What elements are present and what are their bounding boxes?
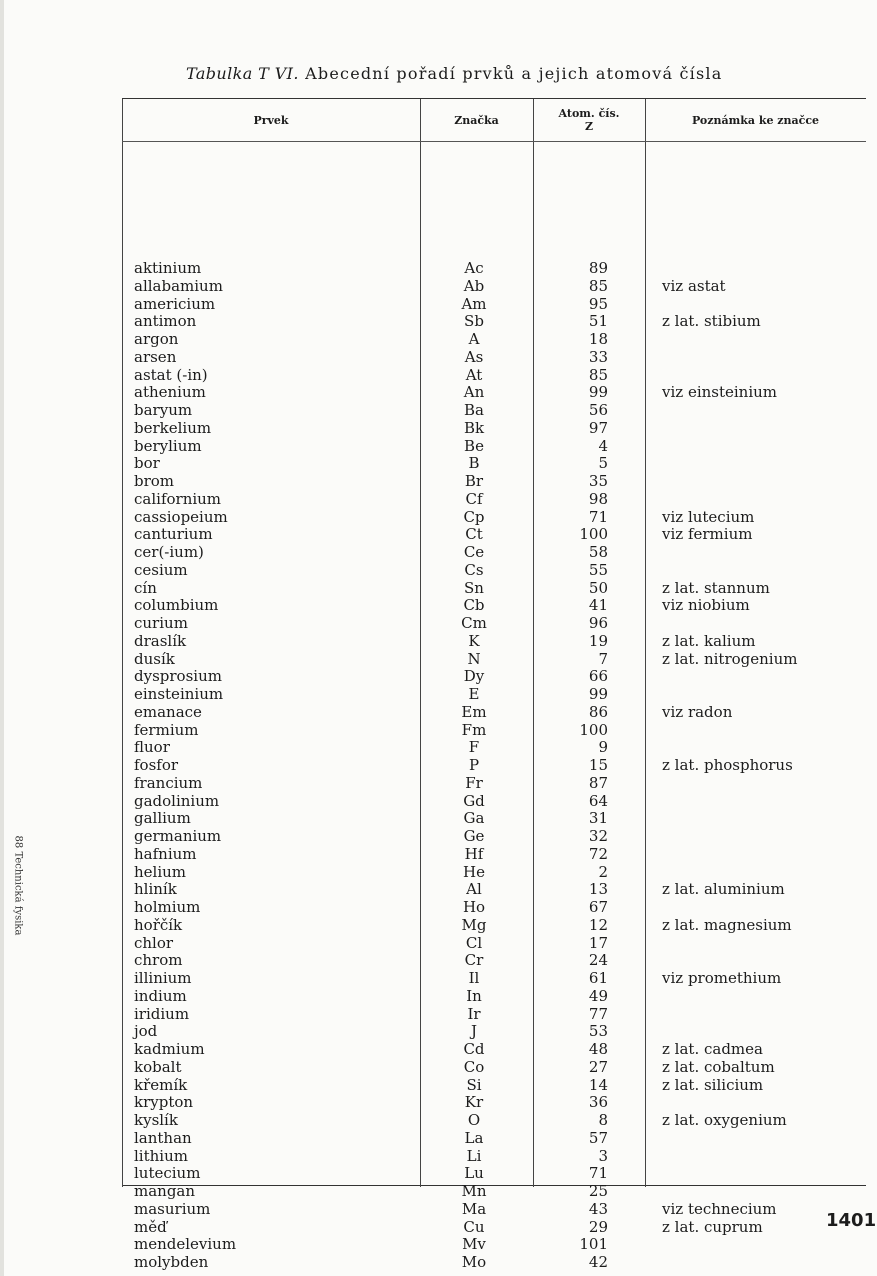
table-row [122,1254,866,1272]
table-row [122,1219,866,1237]
table-row [122,1148,866,1166]
element-note: z lat. nitrogenium [662,649,798,668]
table-row [122,952,866,970]
table-row [122,1236,866,1254]
element-name: berkelium [134,418,212,437]
element-name: argon [134,330,179,348]
element-name: jod [134,1022,158,1041]
element-symbol: Dy [463,667,485,686]
element-note: viz promethium [662,969,782,987]
element-note: viz astat [662,276,726,295]
element-symbol: As [464,347,484,366]
atomic-number: 50 [588,578,608,597]
element-symbol: Fr [465,773,483,792]
element-name: chrom [134,951,183,970]
page-number: 1401 [826,1210,877,1231]
atomic-number: 51 [588,312,608,331]
element-note: z lat. cuprum [662,1217,763,1236]
atomic-number: 18 [588,330,608,348]
element-symbol: N [467,649,481,668]
element-symbol: Ge [463,827,485,845]
table-row [122,1059,866,1077]
table-row [122,1041,866,1059]
table-row [122,367,866,385]
atomic-number: 2 [598,862,608,881]
element-name: arsen [134,347,177,366]
element-symbol: In [466,986,482,1005]
table-row [122,562,866,580]
element-name: holmium [134,898,201,916]
element-name: krypton [134,1093,194,1112]
atomic-number: 8 [598,1111,608,1129]
caption-text: Abecední pořadí prvků a jejich atomová čísla [305,64,723,83]
atomic-number: 49 [588,986,608,1005]
header-note-label: Poznámka ke značce [691,113,820,127]
table-row [122,509,866,527]
element-note: viz lutecium [662,507,755,526]
element-symbol: Ce [463,543,485,561]
element-name: americium [134,294,216,313]
element-symbol: Em [461,702,487,721]
atomic-number: 35 [588,472,608,490]
element-name: bor [134,454,160,473]
atomic-number: 89 [588,259,608,277]
element-name: křemík [134,1075,188,1094]
element-name: cassiopeium [134,507,228,526]
table-body [122,260,866,1272]
element-symbol: Cb [463,596,485,615]
element-name: dusík [134,649,175,668]
atomic-number: 48 [588,1040,608,1058]
table-row [122,313,866,331]
element-note: z lat. magnesium [662,915,792,934]
table-row [122,988,866,1006]
element-symbol: Cs [464,560,484,579]
atomic-number: 53 [588,1022,608,1041]
table-row [122,651,866,669]
atomic-number: 85 [588,365,608,384]
table-row [122,1165,866,1183]
element-name: hliník [134,880,177,899]
atomic-number: 85 [588,276,608,295]
element-name: germanium [134,827,222,845]
atomic-number: 86 [588,702,608,721]
table-row [122,597,866,615]
element-symbol: Ct [465,525,483,544]
element-symbol: B [468,454,480,473]
table-row [122,881,866,899]
element-symbol: Br [464,472,484,490]
table-row [122,864,866,882]
element-name: draslík [134,631,187,650]
element-name: gallium [134,809,191,828]
element-symbol: Ga [463,809,485,828]
table-row [122,828,866,846]
element-symbol: At [465,365,483,384]
element-name: cer(-ium) [134,543,204,561]
atomic-number: 32 [588,827,608,845]
atomic-number: 43 [588,1199,608,1218]
table-row [122,775,866,793]
atomic-number: 95 [588,294,608,313]
atomic-number: 14 [588,1075,608,1094]
atomic-number: 58 [588,543,608,561]
atomic-number: 100 [579,720,608,739]
element-symbol: Ab [463,276,485,295]
table-row [122,668,866,686]
element-symbol: Fm [461,720,487,739]
element-symbol: Ba [464,401,484,419]
atomic-number: 66 [588,667,608,686]
header-name [122,99,420,141]
table-row [122,899,866,917]
atomic-number: 55 [588,560,608,579]
element-note: z lat. aluminium [662,880,785,899]
atomic-number: 24 [588,951,608,970]
element-note: viz einsteinium [662,383,778,402]
element-symbol: Li [466,1146,482,1165]
element-symbol: Gd [463,791,485,810]
element-name: berylium [134,436,202,455]
header-number-label: Atom. čís. [558,107,620,120]
table-row [122,1077,866,1095]
element-symbol: Mo [461,1253,487,1271]
element-symbol: Mn [461,1182,487,1200]
atomic-number: 15 [588,756,608,774]
element-symbol: J [470,1022,477,1041]
element-name: fermium [134,720,199,739]
atomic-number: 29 [588,1217,608,1236]
header-number [533,99,645,141]
atomic-number: 97 [588,418,608,437]
header-symbol [420,99,533,141]
element-symbol: Il [468,969,480,987]
element-name: hořčík [134,915,183,934]
element-note: z lat. stibium [662,312,761,331]
atomic-number: 33 [588,347,608,366]
table-caption [186,64,846,83]
table-row [122,473,866,491]
element-symbol: Sn [464,578,484,597]
element-name: gadolinium [134,791,220,810]
element-symbol: Bk [463,418,485,437]
element-name: kyslík [134,1111,178,1129]
header-separator [122,141,866,142]
atomic-number: 4 [598,436,608,455]
element-symbol: P [468,756,480,774]
table-row [122,580,866,598]
element-name: einsteinium [134,685,224,703]
element-name: chlor [134,933,174,952]
element-symbol: Si [466,1075,482,1094]
atomic-number: 71 [588,1164,608,1183]
atomic-number: 56 [588,401,608,419]
atomic-number: 61 [588,969,608,987]
table-row [122,402,866,420]
spine-text: 88 Technická fysika [12,835,24,936]
page-left-edge [0,0,4,1276]
atomic-number: 3 [598,1146,608,1165]
table-row [122,704,866,722]
element-name: lanthan [134,1128,192,1147]
element-symbol: Hf [464,844,484,863]
element-note: viz fermium [662,525,753,544]
element-symbol: Ac [464,259,484,277]
element-symbol: Cu [463,1217,485,1236]
element-symbol: Cf [465,489,483,508]
atomic-number: 100 [579,525,608,544]
element-symbol: Mg [461,915,487,934]
header-symbol-label: Značka [454,113,499,127]
element-name: iridium [134,1004,190,1023]
element-note: viz technecium [662,1199,777,1218]
element-name: curium [134,614,188,632]
element-symbol: An [463,383,485,402]
table-row [122,1023,866,1041]
atomic-number: 7 [598,649,608,668]
atomic-number: 96 [588,614,608,632]
element-name: allabamium [134,276,223,295]
table-row [122,526,866,544]
element-name: baryum [134,401,193,419]
element-symbol: Co [463,1057,485,1076]
atomic-number: 12 [588,915,608,934]
table-row [122,438,866,456]
element-symbol: A [468,330,480,348]
element-note: z lat. phosphorus [662,756,793,774]
element-symbol: Cr [464,951,484,970]
table-row [122,260,866,278]
table-row [122,1183,866,1201]
table-row [122,739,866,757]
table-row [122,1201,866,1219]
table-row [122,296,866,314]
element-name: fluor [134,738,170,757]
element-note: viz radon [662,702,733,721]
table-row [122,757,866,775]
table-row [122,615,866,633]
atomic-number: 77 [588,1004,608,1023]
element-symbol: Ma [461,1199,487,1218]
element-name: indium [134,986,187,1005]
atomic-number: 19 [588,631,608,650]
element-symbol: Al [466,880,482,899]
element-symbol: F [468,738,480,757]
element-name: dysprosium [134,667,222,686]
element-name: masurium [134,1199,211,1218]
atomic-number: 71 [588,507,608,526]
element-name: emanace [134,702,202,721]
table-row [122,420,866,438]
table-row [122,1130,866,1148]
table-row [122,1006,866,1024]
atomic-number: 99 [588,383,608,402]
table-row [122,970,866,988]
element-note: z lat. oxygenium [662,1111,787,1129]
element-name: lithium [134,1146,188,1165]
atomic-number: 67 [588,898,608,916]
element-name: columbium [134,596,219,615]
table-row [122,722,866,740]
element-name: californium [134,489,222,508]
element-symbol: He [463,862,485,881]
table-row [122,1094,866,1112]
element-symbol: Cd [463,1040,485,1058]
table-row [122,846,866,864]
table-row [122,935,866,953]
element-note: z lat. cobaltum [662,1057,775,1076]
atomic-number: 101 [579,1235,608,1254]
atomic-number: 13 [588,880,608,899]
atomic-number: 42 [588,1253,608,1271]
element-name: antimon [134,312,197,331]
table-row [122,686,866,704]
header-number-symbol: Z [584,120,594,133]
atomic-number: 36 [588,1093,608,1112]
element-name: měď [134,1217,167,1236]
element-name: cesium [134,560,188,579]
atomic-number: 64 [588,791,608,810]
element-symbol: La [464,1128,484,1147]
element-name: helium [134,862,187,881]
element-name: brom [134,472,175,490]
table-row [122,331,866,349]
table-row [122,455,866,473]
atomic-number: 5 [598,454,608,473]
table-row [122,633,866,651]
element-name: fosfor [134,756,179,774]
element-name: lutecium [134,1164,201,1183]
table-row [122,917,866,935]
element-name: mendelevium [134,1235,237,1254]
table-row [122,1112,866,1130]
atomic-number: 57 [588,1128,608,1147]
atomic-number: 87 [588,773,608,792]
element-name: canturium [134,525,213,544]
table-row [122,810,866,828]
element-symbol: Lu [464,1164,484,1183]
element-name: mangan [134,1182,196,1200]
element-note: z lat. kalium [662,631,756,650]
table-row [122,349,866,367]
element-name: kobalt [134,1057,182,1076]
header-note [645,99,866,141]
element-name: illinium [134,969,192,987]
atomic-number: 72 [588,844,608,863]
header-name-label: Prvek [253,113,289,127]
table-row [122,491,866,509]
element-symbol: Kr [464,1093,484,1112]
element-note: z lat. silicium [662,1075,764,1094]
element-symbol: Sb [464,312,484,331]
element-symbol: K [468,631,480,650]
element-note: z lat. stannum [662,578,770,597]
element-name: francium [134,773,203,792]
element-symbol: E [468,685,480,703]
element-note: z lat. cadmea [662,1040,763,1058]
atomic-number: 17 [588,933,608,952]
table-row [122,384,866,402]
element-symbol: Mv [462,1235,486,1254]
atomic-number: 27 [588,1057,608,1076]
element-symbol: Cp [463,507,485,526]
element-name: kadmium [134,1040,205,1058]
atomic-number: 9 [598,738,608,757]
element-symbol: Cm [461,614,487,632]
atomic-number: 31 [588,809,608,828]
element-symbol: O [467,1111,481,1129]
element-name: astat (-in) [134,365,208,384]
table-row [122,544,866,562]
element-symbol: Ir [467,1004,481,1023]
element-symbol: Ho [462,898,486,916]
atomic-number: 41 [588,596,608,615]
atomic-number: 98 [588,489,608,508]
element-symbol: Cl [465,933,483,952]
table-row [122,278,866,296]
element-name: aktinium [134,259,202,277]
element-name: athenium [134,383,206,402]
element-symbol: Am [461,294,487,313]
element-note: viz niobium [662,596,750,615]
atomic-number: 99 [588,685,608,703]
element-symbol: Be [464,436,484,455]
element-name: hafnium [134,844,197,863]
element-name: molybden [134,1253,209,1271]
atomic-number: 25 [588,1182,608,1200]
element-name: cín [134,578,157,597]
table-row [122,793,866,811]
caption-label: Tabulka T VI. [186,64,299,83]
